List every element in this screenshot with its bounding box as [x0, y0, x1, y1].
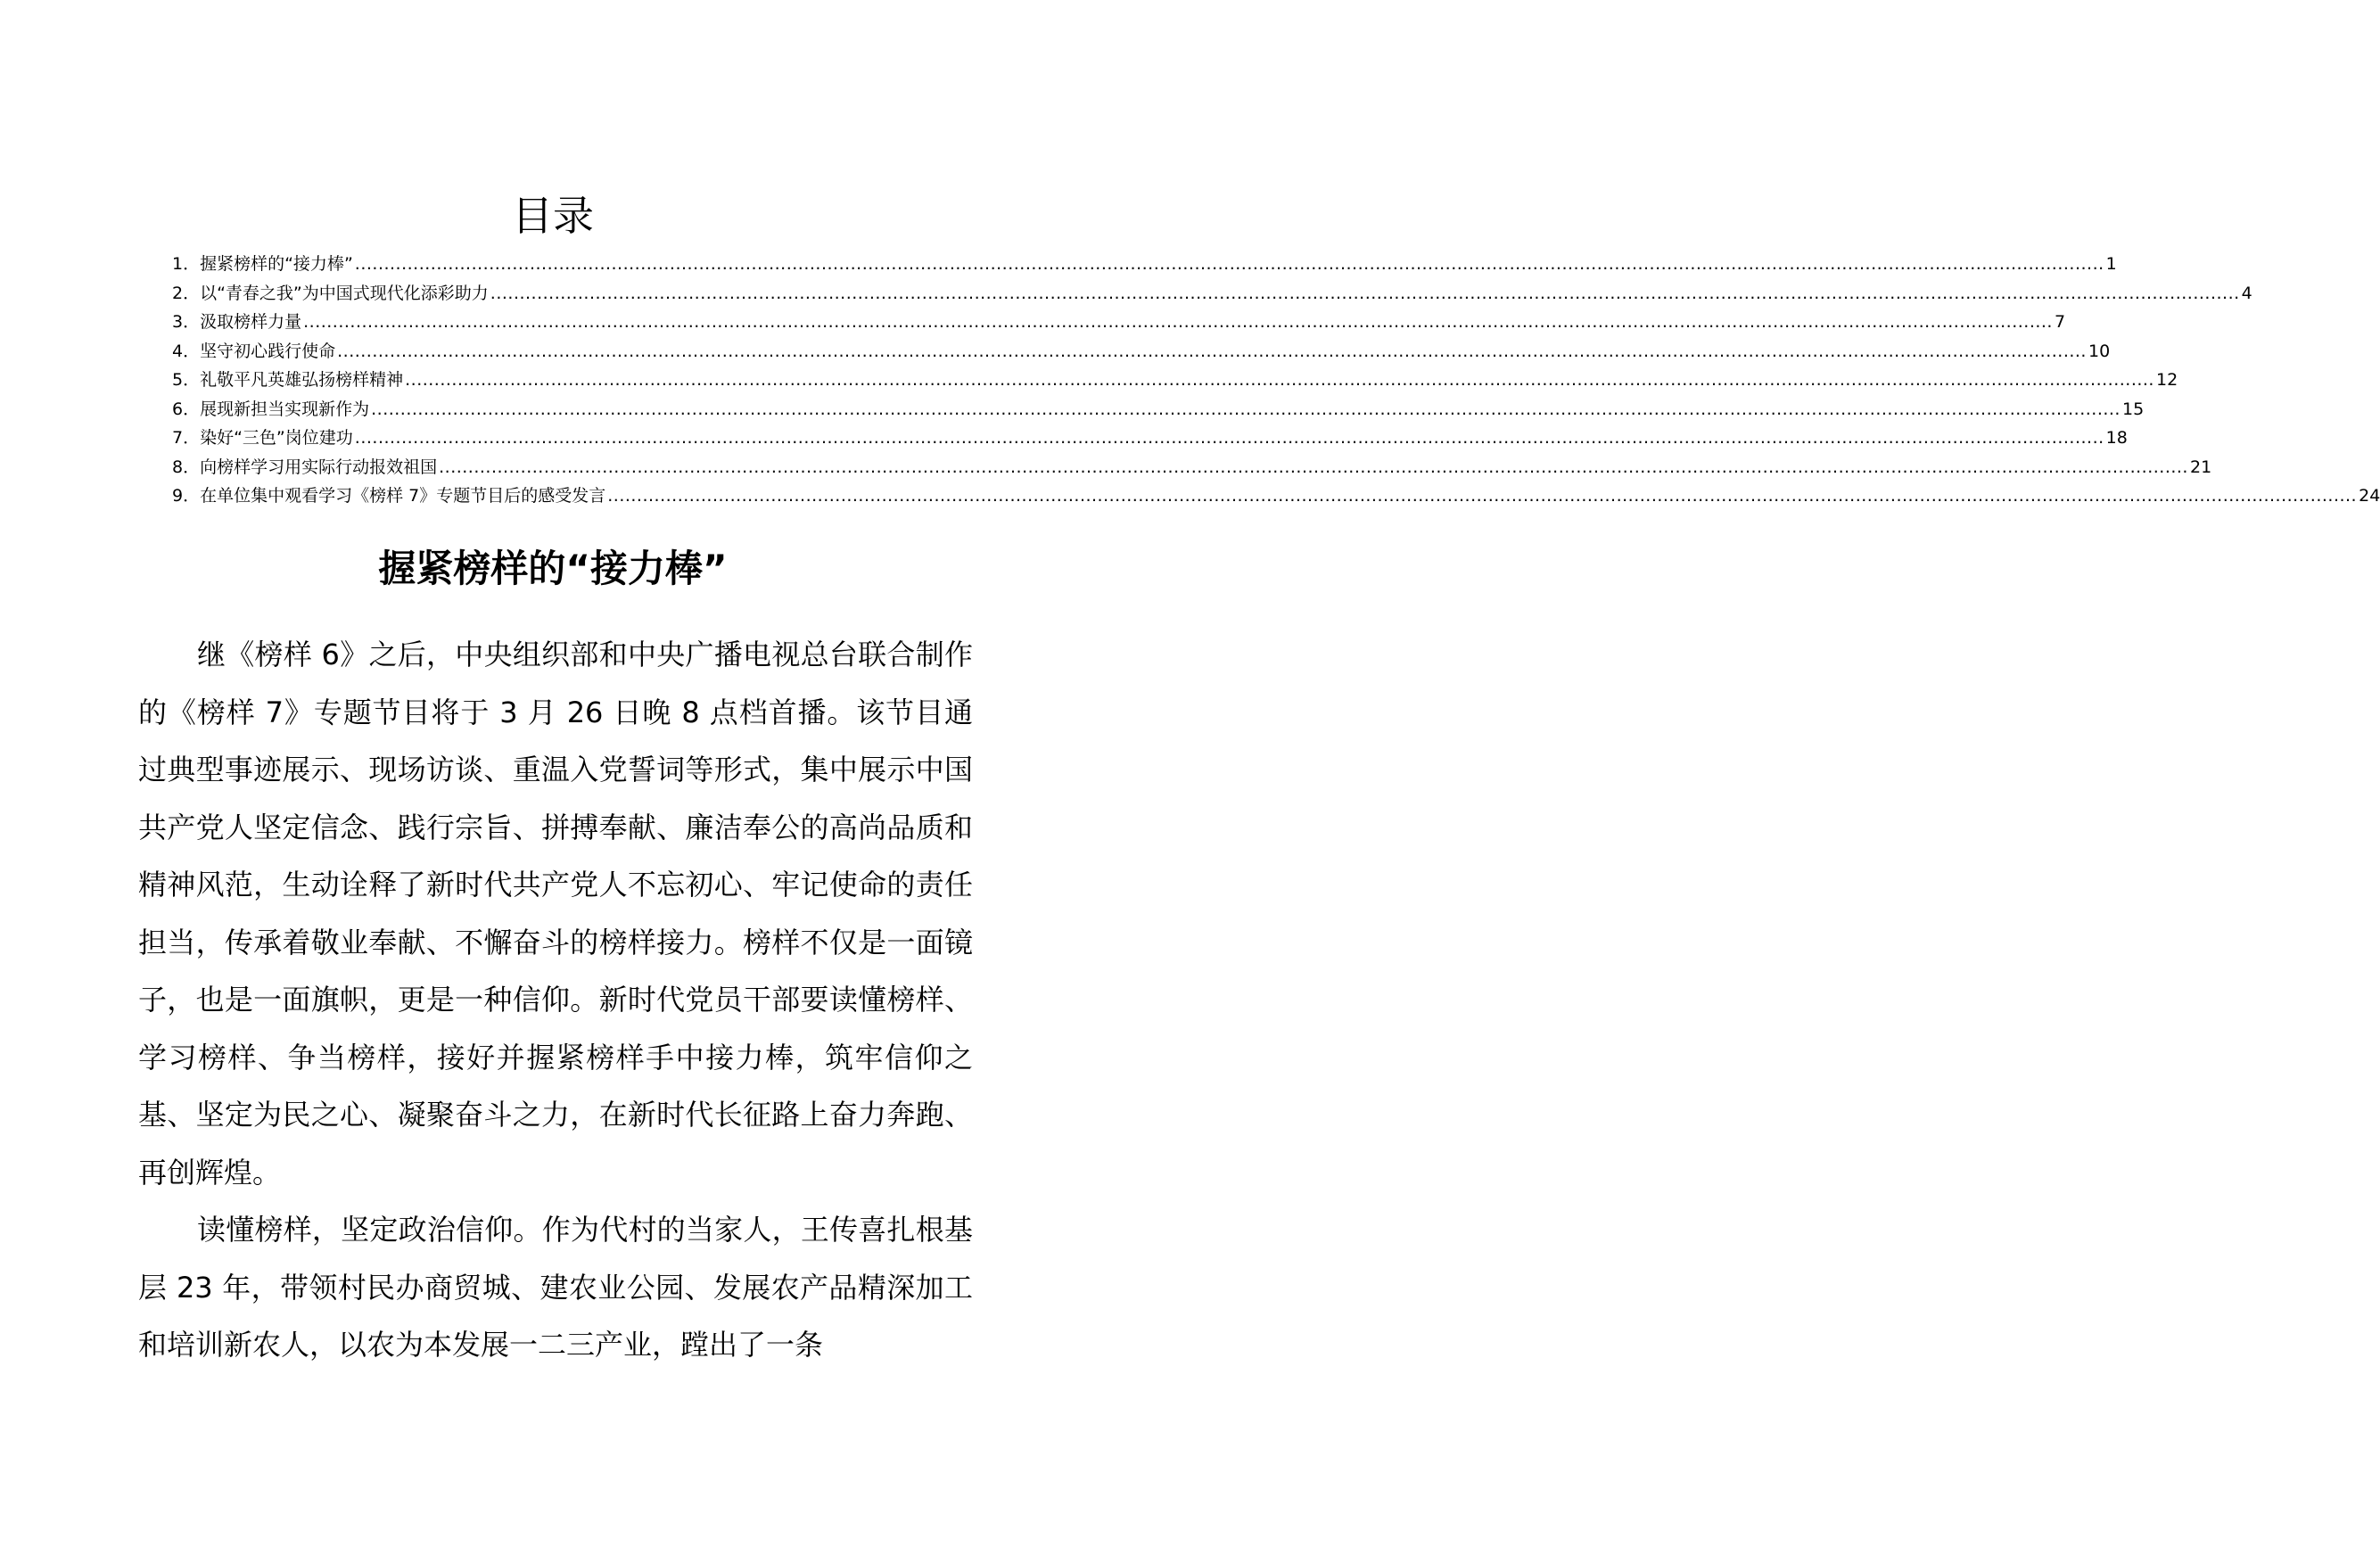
toc-entry-number: 1．	[172, 254, 201, 274]
toc-entry-text: 坚守初心践行使命	[200, 341, 336, 361]
toc-entry-text: 染好“三色”岗位建功	[200, 428, 353, 448]
toc-leader-dots: ............................................................................................................................................................................................................................................................................................................	[405, 370, 2154, 390]
toc-entry-number: 4．	[172, 341, 201, 361]
toc-entry[interactable]	[172, 482, 2380, 511]
toc-title: 目录	[512, 192, 594, 240]
article-body	[138, 626, 973, 1374]
toc-entry[interactable]	[172, 308, 2066, 337]
toc-leader-dots: ............................................................................................................................................................................................................................................................................................................	[607, 486, 2358, 506]
toc-entry-page: 7	[2054, 312, 2066, 332]
toc-entry[interactable]	[172, 337, 2111, 366]
toc-leader-dots: ............................................................................................................................................................................................................................................................................................................	[439, 457, 2188, 477]
toc-entry-text: 向榜样学习用实际行动报效祖国	[200, 457, 438, 477]
toc-leader-dots: ............................................................................................................................................................................................................................................................................................................	[354, 428, 2104, 448]
toc-entry[interactable]	[172, 250, 2117, 279]
toc-entry-number: 3．	[172, 312, 201, 332]
article-title: 握紧榜样的“接力棒”	[378, 547, 728, 590]
toc-entry-page: 15	[2121, 399, 2145, 419]
toc-entry-text: 展现新担当实现新作为	[200, 399, 370, 419]
toc-entry-number: 2．	[172, 283, 201, 303]
toc-entry-text: 礼敬平凡英雄弘扬榜样精神	[200, 370, 404, 390]
toc-entry-page: 10	[2088, 341, 2111, 361]
toc-entry-number: 6．	[172, 399, 201, 419]
toc-entry-page: 1	[2105, 254, 2117, 274]
toc-leader-dots: ............................................................................................................................................................................................................................................................................................................	[354, 254, 2104, 274]
toc-entry[interactable]	[172, 395, 2145, 424]
toc-entry-text: 汲取榜样力量	[200, 312, 302, 332]
toc-entry-page: 12	[2155, 370, 2178, 390]
toc-entry[interactable]	[172, 424, 2128, 453]
toc-entry[interactable]	[172, 453, 2212, 482]
toc-entry-text: 握紧榜样的“接力棒”	[200, 254, 353, 274]
table-of-contents	[172, 250, 2380, 511]
toc-entry-text: 以“青春之我”为中国式现代化添彩助力	[200, 283, 489, 303]
toc-entry-page: 4	[2241, 283, 2252, 303]
toc-entry-page: 18	[2105, 428, 2128, 448]
toc-entry-number: 9．	[172, 486, 201, 506]
toc-entry-page: 24	[2359, 486, 2380, 506]
toc-entry[interactable]	[172, 366, 2178, 395]
body-paragraph: 读懂榜样，坚定政治信仰。作为代村的当家人，王传喜扎根基层 23 年，带领村民办商贸城、建农业公园、发展农产品精深加工和培训新农人，以农为本发展一二三产业，蹚出了一条	[138, 1213, 973, 1362]
toc-entry-number: 7．	[172, 428, 201, 448]
toc-entry-text: 在单位集中观看学习《榜样 7》专题节目后的感受发言	[200, 486, 606, 506]
toc-entry-number: 8．	[172, 457, 201, 477]
toc-entry-number: 5．	[172, 370, 201, 390]
toc-leader-dots: ............................................................................................................................................................................................................................................................................................................	[490, 283, 2240, 303]
body-paragraph: 继《榜样 6》之后，中央组织部和中央广播电视总台联合制作的《榜样 7》专题节目将于 3 月 26 日晚 8 点档首播。该节目通过典型事迹展示、现场访谈、重温入党誓词等形式，集中展示中国共产党人坚定信念、践行宗旨、拼搏奉献、廉洁奉公的高尚品质和精神风范，生动诠释了新时代共产党人不忘初心、牢记使命的责任担当，传承着敬业奉献、不懈奋斗的榜样接力。榜样不仅是一面镜子，也是一面旗帜，更是一种信仰。新时代党员干部要读懂榜样、学习榜样、争当榜样，接好并握紧榜样手中接力棒，筑牢信仰之基、坚定为民之心、凝聚奋斗之力，在新时代长征路上奋力奔跑、再创辉煌。	[138, 638, 973, 1189]
toc-entry[interactable]	[172, 279, 2252, 309]
toc-leader-dots: ............................................................................................................................................................................................................................................................................................................	[303, 312, 2053, 332]
toc-entry-page: 21	[2189, 457, 2212, 477]
toc-leader-dots: ............................................................................................................................................................................................................................................................................................................	[371, 399, 2121, 419]
toc-leader-dots: ............................................................................................................................................................................................................................................................................................................	[337, 341, 2087, 361]
